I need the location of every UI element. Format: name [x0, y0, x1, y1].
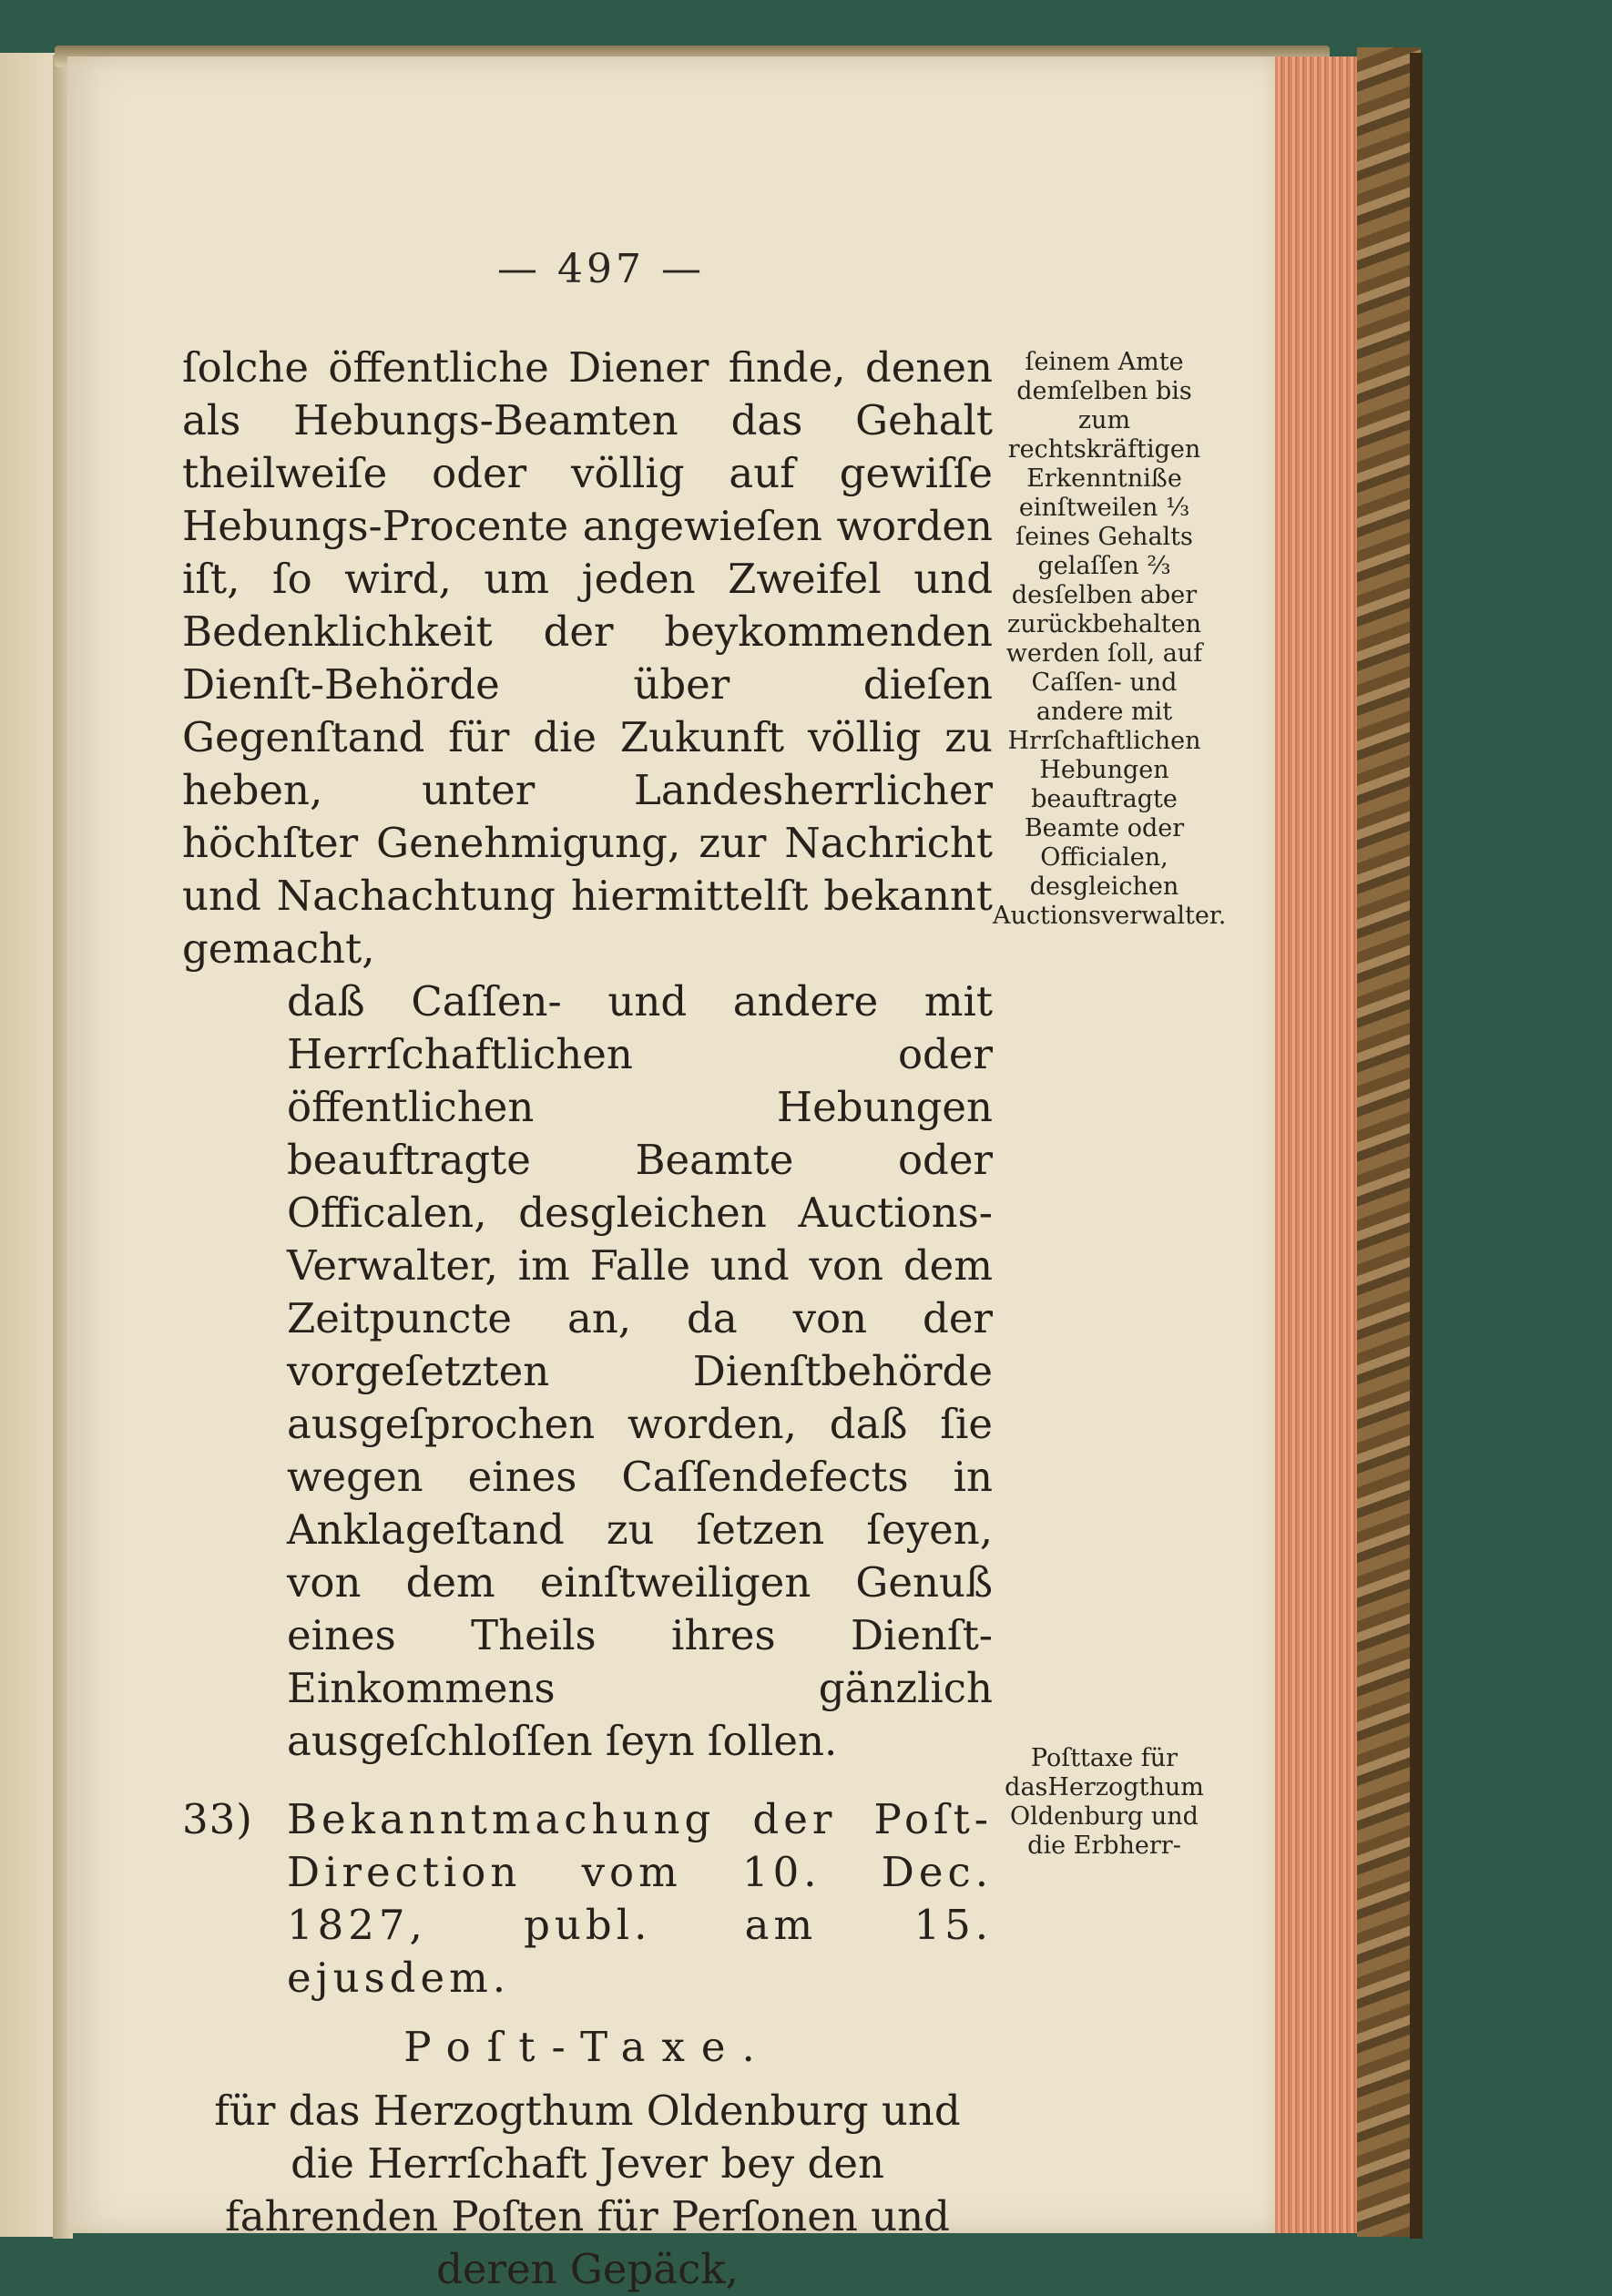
page-number: — 497 — [497, 246, 705, 292]
item-number: 33) [182, 1795, 253, 1843]
tariff-description: für das Herzogthum Oldenburg und die Herrſchaft Jever bey den fahrenden Poſten für Perſonen und deren Gepäck, [214, 2087, 961, 2293]
item-date: am 15. ejusdem. [287, 1901, 994, 2002]
paragraph-2: daß Caſſen- und andere mit Herrſchaftlichen oder öffentlichen Hebungen beauftragte Beamte oder Officalen, desgleichen Auctions-Verwalter, im Falle und von dem Zeitpuncte an, da von der vorgeſetzten Dienſtbehörde ausgeſprochen worden, daß ſie wegen eines Caſſendefects in Anklageſtand zu ſetzen ſeyen, von dem einſtweiligen Genuß eines Theils ihres Dienſt-Einkommens gänzlich ausgeſchloſſen ſeyn ſollen. [287, 977, 993, 1765]
page-edges-red [1275, 56, 1366, 2233]
section-heading: Poſt-Taxe. [403, 2023, 771, 2071]
back-cover-edge [1410, 53, 1423, 2239]
item-title: Bekanntmachung der Poſt-Direction vom 10. Dec. 1827, publ. [286, 1795, 993, 1949]
paragraph-1: ſolche öffentliche Diener finde, denen als Hebungs-Beamten das Gehalt theilweiſe oder völlig auf gewiſſe Hebungs-Procente angewieſen worden iſt, ſo wird, um jeden Zweifel und Bedenklichkeit der beykommenden Dienſt-Behörde über dieſen Gegenſtand für die Zukunft völlig zu heben, unter Landesherrlicher höchſter Genehmigung, zur Nachricht und Nachachtung hiermittelſt bekannt gemacht, [182, 343, 993, 973]
margin-note-2-text: Poſttaxe für dasHerzogthum Oldenburg und die Erbherr- [1005, 1744, 1204, 1860]
item-33-heading [182, 1793, 993, 2005]
main-text-column [182, 342, 993, 2296]
margin-note-1 [993, 348, 1227, 931]
margin-note-2 [993, 1744, 1216, 1861]
margin-note-1-text: ſeinem Amte demſelben bis zum rechtskräftigen Erkenntniße einſtweilen ⅓ ſeines Gehalts gelaſſen ⅔ desſelben aber zurückbehalten werden ſoll, auf Caſſen- und andere mit Hrrſchaftlichen Hebungen beauftragte Beamte oder Officialen, desgleichen Auctionsverwalter. [993, 348, 1227, 930]
